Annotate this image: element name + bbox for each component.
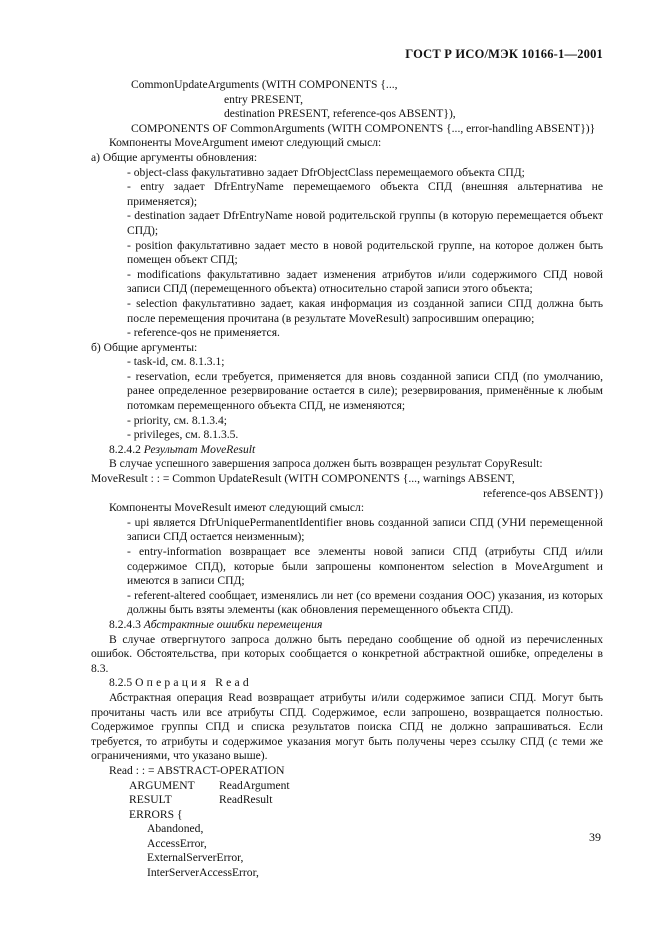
section-number: 8.2.4.3 — [109, 617, 141, 631]
code-line: Read : : = ABSTRACT-OPERATION — [109, 763, 285, 777]
code-line: CommonUpdateArguments (WITH COMPONENTS {..., — [131, 78, 398, 91]
paragraph: В случае успешного завершения запроса должен быть возвращен результат CopyResult: — [109, 457, 543, 471]
section-title: Результат MoveResult — [143, 442, 256, 456]
list-item: - privileges, см. 8.1.3.5. — [127, 428, 239, 442]
list-item: - object-class факультативно задает DfrObjectClass перемещаемого объекта СПД; — [127, 165, 525, 179]
list-item: - referent-altered сообщает, изменялись ли нет (со времени создания ООС) указания, из которых должны быть взяты элементы (как обновления перемещенного объекта СПД). — [127, 588, 603, 617]
section-heading — [91, 443, 603, 458]
code-line: COMPONENTS OF CommonArguments (WITH COMPONENTS {..., error-handling ABSENT})} — [131, 121, 596, 135]
list-item: - modifications факультативно задает изменения атрибутов и/или содержимого СПД новой записи СПД (перемещенного объекта) относительно старой записи этого объекта; — [127, 267, 603, 296]
list-item: - entry задает DfrEntryName перемещаемого объекта СПД (внешняя альтернатива не применяется); — [127, 180, 603, 208]
code-line: ERRORS { — [129, 807, 183, 821]
section-number: 8.2.4.2 — [109, 442, 141, 456]
code-line: Abandoned, — [147, 822, 204, 836]
code-line: ExternalServerError, — [147, 851, 244, 865]
list-item: - entry-information возвращает все элементы новой записи СПД (атрибуты СПД и/или содержимое СПД), которые были запрошены компонентом selection в MoveArgument и имеются в записи СПД; — [127, 545, 603, 588]
list-item: - destination задает DfrEntryName новой родительской группы (в которую перемещается объект СПД); — [127, 209, 603, 237]
document-body — [91, 78, 603, 881]
section-title: Операция Read — [135, 676, 252, 690]
code-line: entry PRESENT, — [224, 92, 304, 106]
document-header: ГОСТ Р ИСО/МЭК 10166-1—2001 — [405, 47, 603, 61]
code-value: ReadArgument — [219, 778, 290, 792]
paragraph: Компоненты MoveResult имеют следующий смысл: — [109, 501, 365, 515]
list-item: - task-id, см. 8.1.3.1; — [127, 355, 225, 369]
code-value: ReadResult — [219, 793, 273, 807]
paragraph: Абстрактная операция Read возвращает атрибуты и/или содержимое записи СПД. Могут быть прочитаны часть или все атрибуты СПД. Содержимое, если запрошено, возвращается полностью. Содержимое группы СПД и списка результатов поиска СПД не должно запрашиваться. Если требуется, то атрибуты и содержимое указания могут быть получены через ссылку СПД (с теми же ограничениями, что указано выше). — [91, 690, 603, 763]
list-item: - position факультативно задает место в новой родительской группе, на которое должен быть помещен объект СПД; — [127, 238, 603, 267]
list-item: - reservation, если требуется, применяется для вновь созданной записи СПД (по умолчанию, ранее определенное резервирование остается в силе); резервирования, применённые к любым потомкам перемещенного объекта СПД, не изменяются; — [127, 369, 603, 413]
list-item: - selection факультативно задает, какая информация из созданной записи СПД должна быть после перемещения прочитана (в результате MoveResult) запросившим операцию; — [127, 296, 603, 325]
section-heading — [91, 618, 603, 633]
list-heading: а) Общие аргументы обновления: — [91, 150, 258, 164]
code-line: MoveResult : : = Common UpdateResult (WITH COMPONENTS {..., warnings ABSENT, — [91, 472, 515, 486]
list-heading: б) Общие аргументы: — [91, 340, 198, 354]
list-item: - upi является DfrUniquePermanentIdentifier вновь созданной записи СПД (УНИ перемещенной записи СПД остается неизменным); — [127, 515, 603, 544]
section-heading — [91, 676, 603, 691]
code-line: reference-qos ABSENT}) — [483, 486, 603, 500]
code-line: InterServerAccessError, — [147, 866, 259, 880]
paragraph: В случае отвергнутого запроса должно быть передано сообщение об одной из перечисленных ошибок. Обстоятельства, при которых сообщается о конкретной абстрактной ошибке, определены в 8.3. — [91, 632, 603, 675]
list-item: - priority, см. 8.1.3.4; — [127, 413, 227, 427]
code-keyword: RESULT — [129, 793, 172, 807]
code-line — [91, 779, 603, 794]
code-line: AccessError, — [147, 836, 207, 850]
code-line: destination PRESENT, reference-qos ABSENT}), — [224, 107, 456, 121]
code-keyword: ARGUMENT — [129, 778, 195, 792]
code-line — [91, 793, 603, 808]
paragraph: Компоненты MoveArgument имеют следующий смысл: — [109, 136, 382, 150]
section-number: 8.2.5 — [109, 676, 133, 690]
list-item: - reference-qos не применяется. — [127, 326, 280, 340]
page-number: 39 — [589, 830, 601, 844]
section-title: Абстрактные ошибки перемещения — [143, 617, 323, 631]
